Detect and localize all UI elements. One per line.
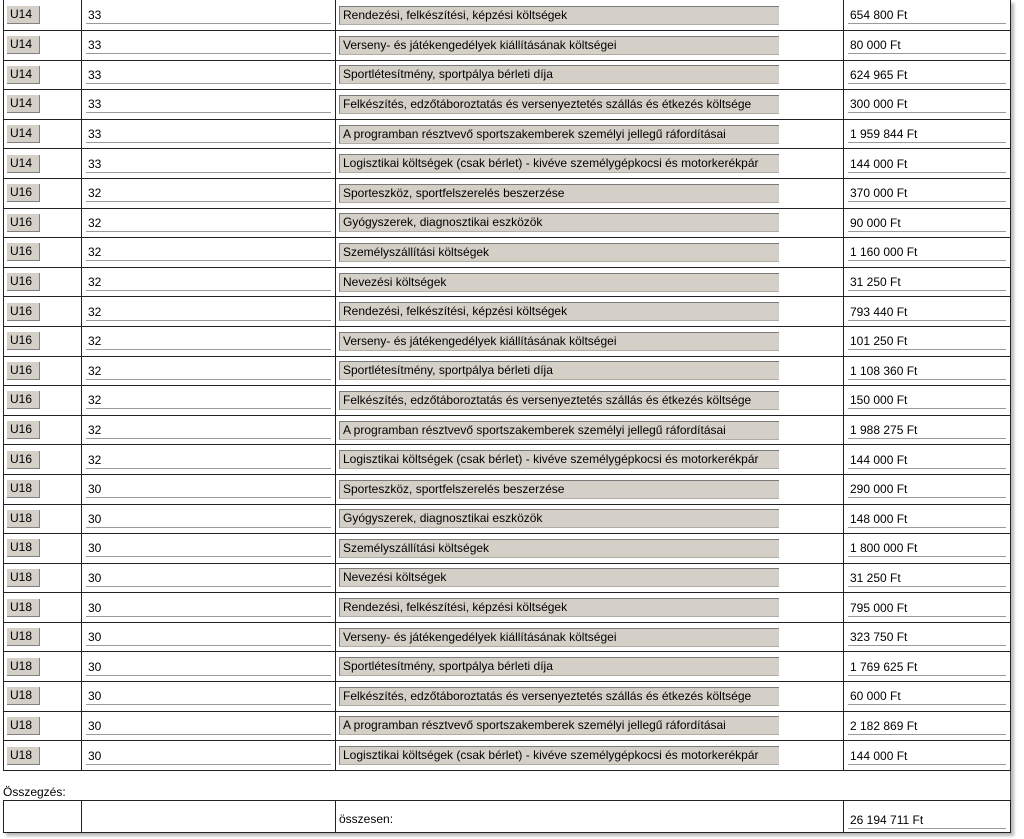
amount-cell: [844, 445, 1011, 475]
amount-cell: [844, 622, 1011, 652]
count-cell: [82, 326, 336, 356]
category-select[interactable]: U16: [7, 214, 40, 232]
amount-cell: [844, 31, 1011, 61]
count-field[interactable]: 30: [86, 717, 331, 735]
count-cell: [82, 534, 336, 564]
cost-item-cell: [336, 711, 844, 741]
cost-item-select[interactable]: Személyszállítási költségek: [339, 539, 779, 558]
category-select[interactable]: U18: [7, 687, 40, 705]
table-row: [4, 208, 1011, 238]
count-cell: [82, 711, 336, 741]
cost-item-cell: [336, 563, 844, 593]
total-label: összesen:: [339, 812, 394, 826]
amount-cell: [844, 682, 1011, 712]
cost-item-select[interactable]: Felkészítés, edzőtáboroztatás és versenyeztetés szállás és étkezés költsége: [339, 95, 779, 114]
category-cell: [4, 119, 82, 149]
total-amount-field[interactable]: 26 194 711 Ft: [848, 811, 1006, 829]
summary-heading: Összegzés:: [3, 785, 66, 799]
amount-field[interactable]: 1 160 000 Ft: [848, 243, 1006, 261]
table-row: [4, 415, 1011, 445]
count-field[interactable]: 30: [86, 599, 331, 617]
category-select[interactable]: U18: [7, 658, 40, 676]
category-cell: [4, 682, 82, 712]
table-row: [4, 682, 1011, 712]
category-select[interactable]: U18: [7, 539, 40, 557]
count-field[interactable]: 30: [86, 658, 331, 676]
total-row: [4, 801, 1011, 833]
category-cell: [4, 474, 82, 504]
count-cell: [82, 149, 336, 179]
amount-cell: [844, 593, 1011, 623]
amount-cell: [844, 178, 1011, 208]
cost-item-cell: [336, 682, 844, 712]
cost-item-cell: [336, 652, 844, 682]
cost-item-select[interactable]: Rendezési, felkészítési, képzési költségek: [339, 598, 779, 617]
table-row: [4, 445, 1011, 475]
category-select[interactable]: U18: [7, 510, 40, 528]
category-select[interactable]: U16: [7, 421, 40, 439]
cost-item-select[interactable]: Sportlétesítmény, sportpálya bérleti díja: [339, 361, 779, 380]
cost-item-select[interactable]: Logisztikai költségek (csak bérlet) - kivéve személygépkocsi és motorkerékpár: [339, 450, 779, 469]
cost-item-cell: [336, 356, 844, 386]
count-cell: [82, 0, 336, 31]
category-select[interactable]: U14: [7, 125, 40, 143]
amount-cell: [844, 711, 1011, 741]
count-field[interactable]: 32: [86, 332, 331, 350]
cost-item-cell: [336, 504, 844, 534]
cost-item-cell: [336, 741, 844, 771]
cost-item-select[interactable]: Logisztikai költségek (csak bérlet) - kivéve személygépkocsi és motorkerékpár: [339, 746, 779, 765]
amount-field[interactable]: 80 000 Ft: [848, 36, 1006, 54]
count-field[interactable]: 33: [86, 36, 331, 54]
table-row: [4, 149, 1011, 179]
category-select[interactable]: U18: [7, 747, 40, 765]
category-cell: [4, 326, 82, 356]
category-cell: [4, 622, 82, 652]
category-cell: [4, 149, 82, 179]
amount-field[interactable]: 1 108 360 Ft: [848, 362, 1006, 380]
amount-field[interactable]: 31 250 Ft: [848, 569, 1006, 587]
count-field[interactable]: 33: [86, 155, 331, 173]
cost-item-select[interactable]: Sportlétesítmény, sportpálya bérleti díja: [339, 657, 779, 676]
cost-item-select[interactable]: Rendezési, felkészítési, képzési költségek: [339, 302, 779, 321]
amount-cell: [844, 563, 1011, 593]
cost-item-cell: [336, 622, 844, 652]
table-row: [4, 326, 1011, 356]
table-row: [4, 356, 1011, 386]
cost-item-cell: [336, 31, 844, 61]
count-cell: [82, 31, 336, 61]
count-field[interactable]: 32: [86, 391, 331, 409]
count-cell: [82, 474, 336, 504]
category-select[interactable]: U16: [7, 332, 40, 350]
amount-cell: [844, 386, 1011, 416]
category-cell: [4, 238, 82, 268]
amount-field[interactable]: 144 000 Ft: [848, 747, 1006, 765]
category-cell: [4, 563, 82, 593]
count-cell: [82, 119, 336, 149]
table-row: [4, 741, 1011, 771]
count-field[interactable]: 32: [86, 273, 331, 291]
cost-item-cell: [336, 0, 844, 31]
cost-item-select[interactable]: Személyszállítási költségek: [339, 243, 779, 262]
cost-item-cell: [336, 267, 844, 297]
amount-cell: [844, 297, 1011, 327]
count-field[interactable]: 32: [86, 184, 331, 202]
amount-cell: [844, 741, 1011, 771]
table-row: [4, 297, 1011, 327]
category-cell: [4, 741, 82, 771]
amount-field[interactable]: 1 800 000 Ft: [848, 539, 1006, 557]
category-select[interactable]: U14: [7, 66, 40, 84]
amount-field[interactable]: 1 988 275 Ft: [848, 421, 1006, 439]
category-cell: [4, 90, 82, 120]
count-cell: [82, 563, 336, 593]
cost-item-cell: [336, 326, 844, 356]
table-row: [4, 474, 1011, 504]
table-row: [4, 60, 1011, 90]
category-cell: [4, 711, 82, 741]
count-cell: [82, 90, 336, 120]
total-empty-cell: [4, 801, 82, 833]
cost-item-cell: [336, 238, 844, 268]
category-select[interactable]: U14: [7, 36, 40, 54]
cost-item-select[interactable]: Felkészítés, edzőtáboroztatás és versenyeztetés szállás és étkezés költsége: [339, 391, 779, 410]
amount-cell: [844, 238, 1011, 268]
cost-item-select[interactable]: Gyógyszerek, diagnosztikai eszközök: [339, 213, 779, 232]
total-label-cell: [336, 801, 844, 833]
category-cell: [4, 415, 82, 445]
table-row: [4, 31, 1011, 61]
amount-cell: [844, 474, 1011, 504]
category-select[interactable]: U14: [7, 95, 40, 113]
count-cell: [82, 622, 336, 652]
amount-field[interactable]: 624 965 Ft: [848, 66, 1006, 84]
count-cell: [82, 178, 336, 208]
table-row: [4, 0, 1011, 31]
count-cell: [82, 386, 336, 416]
category-select[interactable]: U18: [7, 599, 40, 617]
amount-field[interactable]: 144 000 Ft: [848, 155, 1006, 173]
cost-item-select[interactable]: Verseny- és játékengedélyek kiállításának költségei: [339, 36, 779, 55]
count-cell: [82, 741, 336, 771]
count-field[interactable]: 32: [86, 421, 331, 439]
amount-cell: [844, 415, 1011, 445]
table-row: [4, 90, 1011, 120]
category-cell: [4, 534, 82, 564]
cost-item-cell: [336, 415, 844, 445]
category-select[interactable]: U18: [7, 717, 40, 735]
cost-item-cell: [336, 386, 844, 416]
table-row: [4, 534, 1011, 564]
cost-item-cell: [336, 119, 844, 149]
amount-cell: [844, 0, 1011, 31]
amount-cell: [844, 119, 1011, 149]
category-select[interactable]: U18: [7, 628, 40, 646]
total-amount-cell: [844, 801, 1011, 833]
table-row: [4, 504, 1011, 534]
category-select[interactable]: U16: [7, 362, 40, 380]
category-cell: [4, 356, 82, 386]
count-field[interactable]: 32: [86, 451, 331, 469]
amount-field[interactable]: 90 000 Ft: [848, 214, 1006, 232]
amount-field[interactable]: 1 959 844 Ft: [848, 125, 1006, 143]
count-cell: [82, 238, 336, 268]
cost-item-cell: [336, 593, 844, 623]
count-field[interactable]: 33: [86, 6, 331, 24]
table-row: [4, 593, 1011, 623]
category-cell: [4, 593, 82, 623]
amount-cell: [844, 326, 1011, 356]
cost-item-cell: [336, 90, 844, 120]
amount-field[interactable]: 795 000 Ft: [848, 599, 1006, 617]
table-row: [4, 652, 1011, 682]
amount-field[interactable]: 323 750 Ft: [848, 628, 1006, 646]
cost-table: [3, 0, 1011, 771]
amount-field[interactable]: 300 000 Ft: [848, 95, 1006, 113]
amount-field[interactable]: 150 000 Ft: [848, 391, 1006, 409]
table-row: [4, 711, 1011, 741]
amount-cell: [844, 534, 1011, 564]
amount-field[interactable]: 793 440 Ft: [848, 303, 1006, 321]
amount-cell: [844, 60, 1011, 90]
count-field[interactable]: 32: [86, 303, 331, 321]
count-cell: [82, 504, 336, 534]
cost-item-select[interactable]: Nevezési költségek: [339, 568, 779, 587]
cost-item-select[interactable]: Felkészítés, edzőtáboroztatás és versenyeztetés szállás és étkezés költsége: [339, 687, 779, 706]
count-cell: [82, 208, 336, 238]
table-row: [4, 622, 1011, 652]
category-cell: [4, 297, 82, 327]
count-cell: [82, 267, 336, 297]
cost-item-select[interactable]: Logisztikai költségek (csak bérlet) - kivéve személygépkocsi és motorkerékpár: [339, 154, 779, 173]
cost-item-cell: [336, 474, 844, 504]
count-field[interactable]: 33: [86, 125, 331, 143]
cost-item-select[interactable]: A programban résztvevő sportszakemberek személyi jellegű ráfordításai: [339, 421, 779, 440]
cost-item-cell: [336, 534, 844, 564]
count-field[interactable]: 30: [86, 687, 331, 705]
cost-table-body: [4, 0, 1011, 770]
cost-item-select[interactable]: Sportlétesítmény, sportpálya bérleti díja: [339, 65, 779, 84]
amount-field[interactable]: 654 800 Ft: [848, 6, 1006, 24]
category-select[interactable]: U18: [7, 480, 40, 498]
category-select[interactable]: U16: [7, 184, 40, 202]
cost-item-cell: [336, 297, 844, 327]
category-cell: [4, 652, 82, 682]
amount-cell: [844, 90, 1011, 120]
cost-item-cell: [336, 149, 844, 179]
category-select[interactable]: U16: [7, 243, 40, 261]
count-field[interactable]: 30: [86, 628, 331, 646]
category-cell: [4, 31, 82, 61]
table-row: [4, 563, 1011, 593]
count-cell: [82, 415, 336, 445]
amount-field[interactable]: 148 000 Ft: [848, 510, 1006, 528]
cost-item-cell: [336, 178, 844, 208]
cost-item-select[interactable]: A programban résztvevő sportszakemberek személyi jellegű ráfordításai: [339, 125, 779, 144]
amount-field[interactable]: 370 000 Ft: [848, 184, 1006, 202]
count-field[interactable]: 32: [86, 214, 331, 232]
table-row: [4, 386, 1011, 416]
total-empty-cell: [82, 801, 336, 833]
table-row: [4, 178, 1011, 208]
count-field[interactable]: 33: [86, 95, 331, 113]
amount-cell: [844, 652, 1011, 682]
category-cell: [4, 178, 82, 208]
cost-item-select[interactable]: Rendezési, felkészítési, képzési költségek: [339, 6, 779, 25]
count-field[interactable]: 30: [86, 569, 331, 587]
cost-item-select[interactable]: A programban résztvevő sportszakemberek személyi jellegű ráfordításai: [339, 716, 779, 735]
category-select[interactable]: U16: [7, 303, 40, 321]
category-select[interactable]: U16: [7, 451, 40, 469]
cost-item-select[interactable]: Sporteszköz, sportfelszerelés beszerzése: [339, 480, 779, 499]
amount-cell: [844, 356, 1011, 386]
total-table: [3, 800, 1011, 833]
count-cell: [82, 593, 336, 623]
category-cell: [4, 386, 82, 416]
count-field[interactable]: 30: [86, 747, 331, 765]
amount-field[interactable]: 60 000 Ft: [848, 687, 1006, 705]
count-cell: [82, 682, 336, 712]
count-field[interactable]: 32: [86, 243, 331, 261]
category-select[interactable]: U14: [7, 6, 40, 24]
cost-item-cell: [336, 208, 844, 238]
category-select[interactable]: U16: [7, 391, 40, 409]
category-cell: [4, 504, 82, 534]
category-select[interactable]: U18: [7, 569, 40, 587]
category-cell: [4, 267, 82, 297]
count-field[interactable]: 30: [86, 480, 331, 498]
table-row: [4, 238, 1011, 268]
table-row: [4, 119, 1011, 149]
amount-field[interactable]: 31 250 Ft: [848, 273, 1006, 291]
count-field[interactable]: 33: [86, 66, 331, 84]
count-cell: [82, 356, 336, 386]
category-cell: [4, 208, 82, 238]
table-row: [4, 267, 1011, 297]
category-select[interactable]: U14: [7, 155, 40, 173]
amount-cell: [844, 149, 1011, 179]
amount-field[interactable]: 101 250 Ft: [848, 332, 1006, 350]
count-cell: [82, 60, 336, 90]
cost-item-select[interactable]: Nevezési költségek: [339, 273, 779, 292]
category-cell: [4, 60, 82, 90]
category-select[interactable]: U16: [7, 273, 40, 291]
cost-item-cell: [336, 445, 844, 475]
count-field[interactable]: 30: [86, 539, 331, 557]
amount-field[interactable]: 290 000 Ft: [848, 480, 1006, 498]
cost-item-select[interactable]: Sporteszköz, sportfelszerelés beszerzése: [339, 184, 779, 203]
category-cell: [4, 445, 82, 475]
amount-field[interactable]: 1 769 625 Ft: [848, 658, 1006, 676]
cost-item-select[interactable]: Gyógyszerek, diagnosztikai eszközök: [339, 509, 779, 528]
amount-cell: [844, 267, 1011, 297]
cost-item-select[interactable]: Verseny- és játékengedélyek kiállításának költségei: [339, 332, 779, 351]
count-field[interactable]: 30: [86, 510, 331, 528]
cost-item-cell: [336, 60, 844, 90]
amount-field[interactable]: 2 182 869 Ft: [848, 717, 1006, 735]
amount-cell: [844, 208, 1011, 238]
cost-item-select[interactable]: Verseny- és játékengedélyek kiállításának költségei: [339, 628, 779, 647]
count-cell: [82, 445, 336, 475]
category-cell: [4, 0, 82, 31]
amount-cell: [844, 504, 1011, 534]
count-cell: [82, 652, 336, 682]
amount-field[interactable]: 144 000 Ft: [848, 451, 1006, 469]
count-field[interactable]: 32: [86, 362, 331, 380]
count-cell: [82, 297, 336, 327]
